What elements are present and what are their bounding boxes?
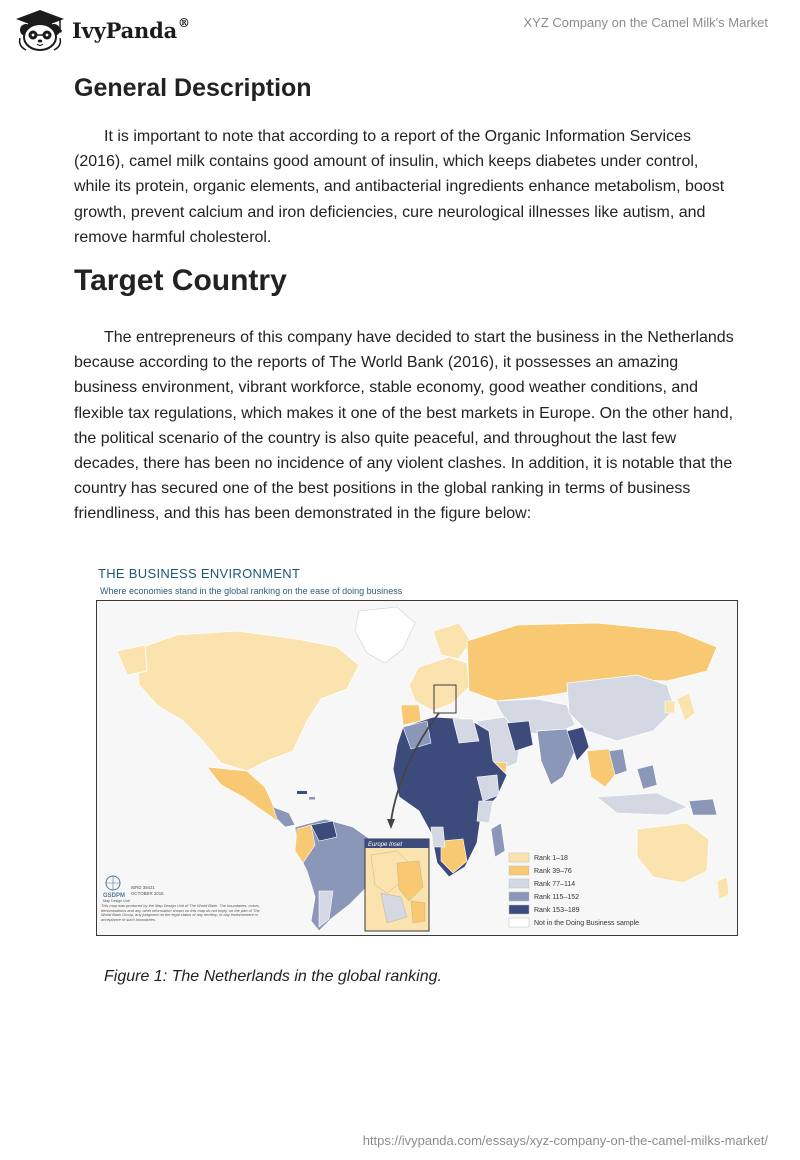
map-id: IBRD 39431	[131, 885, 155, 890]
business-environment-figure	[96, 566, 740, 938]
figure-caption: Figure 1: The Netherlands in the global ranking.	[104, 968, 442, 985]
caribbean-mark	[309, 797, 315, 800]
figure-title: THE BUSINESS ENVIRONMENT	[98, 566, 301, 581]
world-map	[96, 600, 738, 936]
gsdpm-logo-text: GSDPM	[103, 893, 126, 899]
legend-swatch	[509, 866, 529, 875]
legend-swatch	[509, 853, 529, 862]
legend-label: Rank 115–152	[534, 894, 580, 901]
legend-label: Rank 77–114	[534, 881, 576, 888]
legend-swatch	[509, 879, 529, 888]
legend-swatch	[509, 918, 529, 927]
gsdpm-logo-subtext: Map Design Unit	[103, 899, 130, 903]
ivypanda-logo[interactable]	[14, 8, 190, 52]
europe-inset-panel	[365, 839, 429, 931]
namibia-botswana-region	[431, 827, 445, 847]
inset-label: Europe Inset	[368, 842, 403, 848]
target-country-paragraph: The entrepreneurs of this company have decided to start the business in the Netherlands because according to the reports of The World Bank (2016), it possesses an amazing business environment, vibrant workforce, stable economy, good weather conditions, and flexible tax regulations, which makes it one of the best markets in Europe. On the other hand, the political scenario of the country is also quite peaceful, and throughout the last few decades, there has been no incidence of any violent clashes. In addition, it is notable that the country has secured one of the best positions in the global ranking in terms of business friendliness, and this has been demonstrated in the figure below:	[74, 329, 734, 523]
source-url[interactable]: https://ivypanda.com/essays/xyz-company-on-the-camel-milks-market/	[362, 1133, 768, 1148]
target-country-heading: Target Country	[74, 264, 287, 297]
map-date: OCTOBER 2016	[131, 891, 164, 896]
png-region	[689, 799, 717, 815]
legend-swatch	[509, 892, 529, 901]
legend-label: Rank 1–18	[534, 855, 568, 862]
world-map-graphic	[97, 601, 737, 935]
map-disclaimer: This map was produced by the Map Design Unit of The World Bank. The boundaries, colors, denominations and any other information shown on this map do not imply, on the part of The World Bank Group, any judgment on the legal status of any territory, or any endorsement or acceptance of such boundaries.	[101, 904, 260, 922]
brand-name: IvyPanda®	[72, 15, 190, 43]
general-description-heading: General Description	[74, 74, 312, 102]
legend-swatch	[509, 905, 529, 914]
legend-label: Rank 39–76	[534, 868, 572, 875]
korea-region	[665, 701, 675, 713]
caribbean-mark	[297, 791, 307, 794]
figure-subtitle: Where economies stand in the global ranking on the ease of doing business	[100, 586, 403, 596]
legend-label: Rank 153–189	[534, 907, 580, 914]
new-zealand-region	[717, 877, 729, 899]
legend-label: Not in the Doing Business sample	[534, 920, 640, 927]
panda-logo-icon	[14, 8, 66, 52]
general-description-paragraph: It is important to note that according to a report of the Organic Information Services (2016), camel milk contains good amount of insulin, which keeps diabetes under control, while its protein, organic elements, and antibacterial ingredients enhance metabolism, boost growth, prevent calcium and iron deficiencies, cure neurological illnesses like autism, and remove harmful cholesterol.	[74, 128, 725, 246]
document-title: XYZ Company on the Camel Milk's Market	[523, 15, 768, 30]
